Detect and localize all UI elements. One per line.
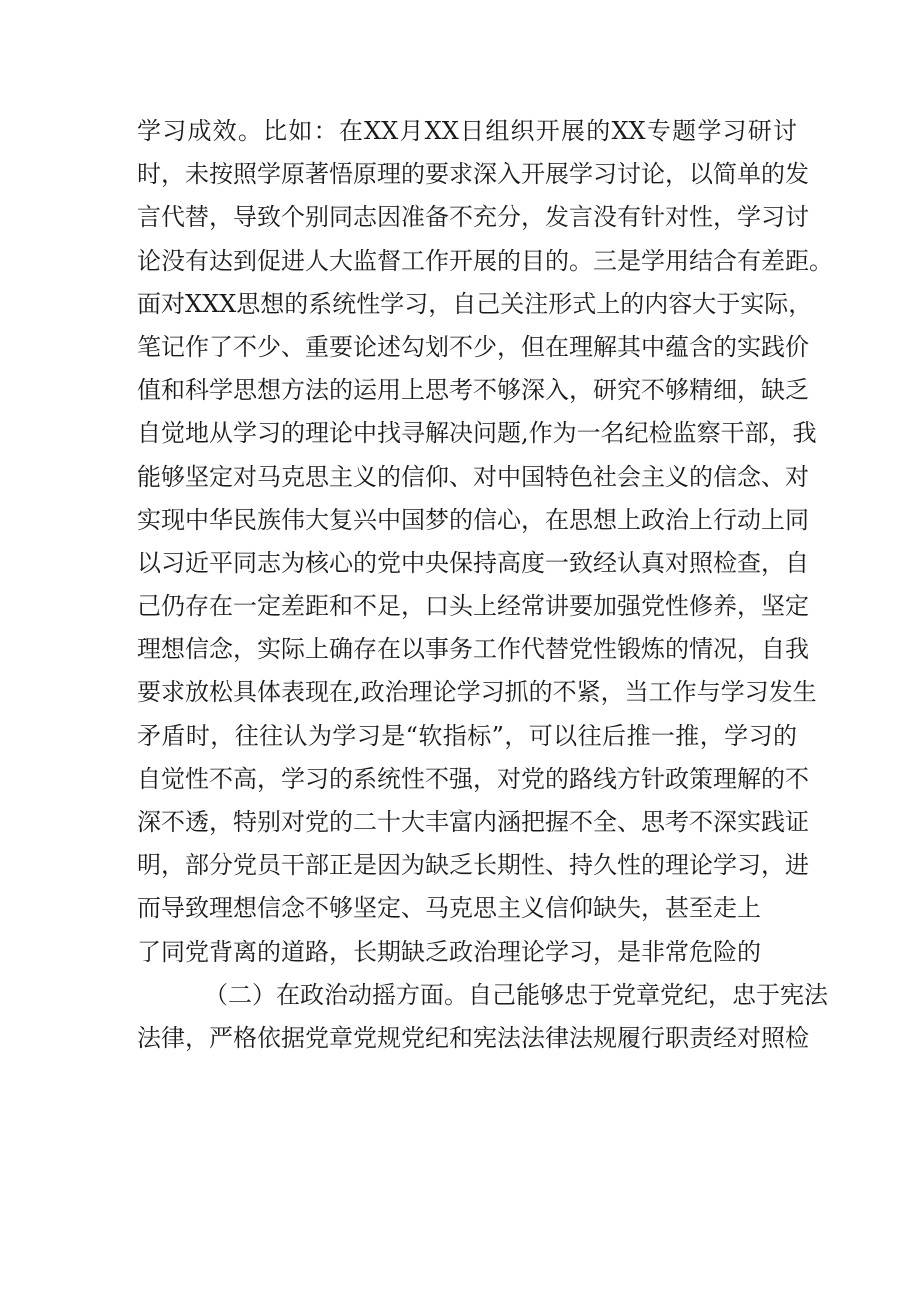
document-body (137, 110, 833, 1060)
text-line: 笔记作了不少、重要论述勾划不少，但在理解其中蕴含的实践价 (137, 332, 809, 361)
text-line: 学习成效。比如：在XX月XX日组织开展的XX专题学习研讨 (137, 117, 797, 145)
paragraph-end-line: 了同党背离的道路，长期缺乏政治理论学习，是非常危险的 (137, 937, 761, 966)
text-line: 己仍存在一定差距和不足，口头上经常讲要加强党性修养，坚定 (137, 592, 809, 621)
text-line: 实现中华民族伟大复兴中国梦的信心，在思想上政治上行动上同 (137, 505, 809, 534)
text-line: 法律，严格依据党章党规党纪和宪法法律法规履行职责经对照检 (137, 1023, 809, 1052)
text-line: 自觉性不高，学习的系统性不强，对党的路线方针政策理解的不 (137, 764, 809, 793)
text-line: 言代替，导致个别同志因准备不充分，发言没有针对性，学习讨 (137, 203, 809, 232)
text-line: 明，部分党员干部正是因为缺乏长期性、持久性的理论学习，进 (137, 851, 809, 880)
text-line: 论没有达到促进人大监督工作开展的目的。三是学用结合有差距。 (137, 246, 833, 275)
text-line: 能够坚定对马克思主义的信仰、对中国特色社会主义的信念、对 (137, 462, 809, 491)
text-line: 以习近平同志为核心的党中央保持高度一致经认真对照检查，自 (137, 548, 809, 577)
text-line: 而导致理想信念不够坚定、马克思主义信仰缺失，甚至走上 (137, 894, 761, 923)
text-line: 深不透，特别对党的二十大丰富内涵把握不全、思考不深实践证 (137, 808, 809, 836)
text-line: 面对XXX思想的系统性学习，自己关注形式上的内容大于实际， (137, 289, 813, 318)
text-line: 值和科学思想方法的运用上思考不够深入，研究不够精细，缺乏 (137, 376, 809, 405)
section-heading-line: （二）在政治动摇方面。自己能够忠于党章党纪，忠于宪法 (204, 980, 828, 1009)
text-line: 理想信念，实际上确存在以事务工作代替党性锻炼的情况，自我 (137, 635, 809, 664)
text-line: 时，未按照学原著悟原理的要求深入开展学习讨论，以简单的发 (137, 160, 809, 189)
text-line: 矛盾时，往往认为学习是“软指标”，可以往后推一推，学习的 (137, 721, 797, 750)
text-line: 要求放松具体表现在,政治理论学习抓的不紧，当工作与学习发生 (137, 678, 817, 707)
text-line: 自觉地从学习的理论中找寻解决问题,作为一名纪检监察干部，我 (137, 419, 817, 448)
